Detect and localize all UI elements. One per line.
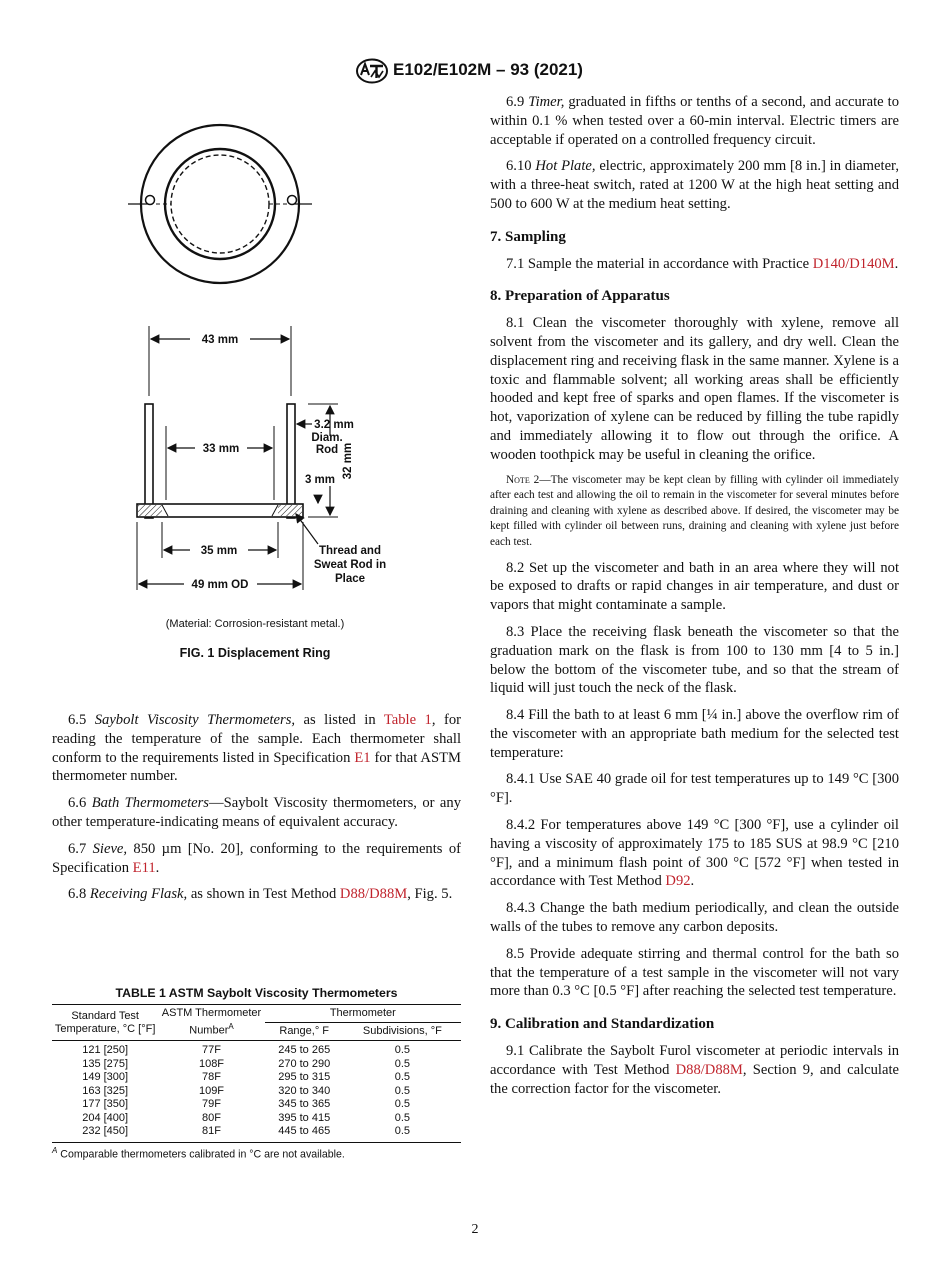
astm-logo-icon <box>355 58 389 84</box>
label-thread-line1: Thread and <box>319 545 381 557</box>
table-footnote: $^A$ Comparable thermometers calibrated in °C are not available. <box>52 1145 345 1161</box>
section-7-heading: 7. Sampling <box>490 228 566 245</box>
displacement-ring-figure <box>50 96 470 621</box>
left-column <box>52 711 461 912</box>
ring-top-view <box>128 125 312 283</box>
th-standard-temp: Standard Test Temperature, °C [°F] <box>52 1005 158 1041</box>
table-1 <box>52 986 461 1160</box>
para-6-7: 6.7 Sieve, 850 µm [No. 20], conforming to the requirements of Specification E11. <box>52 840 461 876</box>
dim-35mm: 35 mm <box>200 545 238 557</box>
th-astm-number: ASTM Thermometer Number$^A$ <box>158 1005 264 1041</box>
right-column <box>490 93 899 1106</box>
link-d88-section9[interactable]: D88/D88M <box>675 1061 743 1078</box>
th-range: Range,° F <box>265 1023 344 1041</box>
para-9-1: 9.1 Calibrate the Saybolt Furol viscometer at periodic intervals in accordance with Test Method D88/D88M, Section 9, and calculate the correction factor for the viscometer. <box>490 1043 899 1097</box>
th-thermometer-group: Thermometer <box>265 1005 461 1023</box>
para-8-4-3: 8.4.3 Change the bath medium periodically, and clean the outside walls of the tubes to remove any carbon deposits. <box>490 900 899 936</box>
note-2: Note 2—The viscometer may be kept clean by filling with cylinder oil immediately after each test and allowing the oil to remain in the viscometer for several minutes before draining and cleaning with xylene as described above. If desired, the viscometer may be kept filled with cylinder oil between runs, draining and cleaning with xylene just before each test. <box>490 473 899 548</box>
para-6-8: 6.8 Receiving Flask, as shown in Test Method D88/D88M, Fig. 5. <box>68 886 453 903</box>
table-row: 204 [400] 80F 395 to 415 0.5 <box>82 1111 411 1124</box>
section-9-heading: 9. Calibration and Standardization <box>490 1016 715 1033</box>
para-6-9: 6.9 Timer, graduated in fifths or tenths of a second, and accurate to within 0.1 % when tested over a 60-min interval. Electric timers are acceptable if operated on a controlled frequency circuit. <box>490 94 899 148</box>
standard-designation: E102/E102M – 93 (2021) <box>393 60 583 79</box>
dim-diam: Diam. <box>311 432 343 444</box>
table-row: 121 [250] 77F 245 to 265 0.5 <box>82 1044 411 1056</box>
para-8-4-1: 8.4.1 Use SAE 40 grade oil for test temperatures up to 149 °C [300 °F]. <box>490 771 899 807</box>
para-8-1: 8.1 Clean the viscometer thoroughly with xylene, remove all solvent from the viscometer and its gallery, and dry well. Clean the displacement ring and receiving flask in the same manner. Xylene is a toxic and flammable solvent; all working areas shall be efficiently hooded and kept free of sparks and open flames. If the viscometer is hot, vaporization of xylene can be reduced by filling the tube rapidly and immediately allowing it to flow out through the orifice. A wooden toothpick may be useful in cleaning the orifice. <box>490 315 899 463</box>
para-8-2: 8.2 Set up the viscometer and bath in an area where they will not be exposed to drafts or rapid changes in air temperature, and dust or vapors that might contaminate a sample. <box>490 559 899 614</box>
para-7-1: 7.1 Sample the material in accordance with Practice D140/D140M. <box>506 255 899 272</box>
thermometer-table <box>52 1004 461 1143</box>
page-header <box>0 56 950 86</box>
figure-drawing <box>50 96 470 616</box>
table-title: TABLE 1 ASTM Saybolt Viscosity Thermometers <box>115 986 398 1000</box>
link-d140[interactable]: D140/D140M <box>812 255 895 272</box>
para-6-5: 6.5 Saybolt Viscosity Thermometers, as listed in Table 1, for reading the temperature of the sample. Each thermometer shall conform to the requirements listed in Specification E1 for that ASTM thermometer number. <box>52 712 461 785</box>
para-6-6: 6.6 Bath Thermometers—Saybolt Viscosity thermometers, or any other temperature-indicating means of equivalent accuracy. <box>52 795 462 830</box>
th-subdivisions: Subdivisions, °F <box>344 1023 461 1041</box>
para-8-4: 8.4 Fill the bath to at least 6 mm [¼ in.] above the overflow rim of the viscometer with an appropriate bath medium for the selected test temperature: <box>490 707 899 761</box>
table-row: 163 [325] 109F 320 to 340 0.5 <box>82 1084 411 1097</box>
dim-32mm: 32 mm <box>342 442 354 480</box>
dim-49mm-od: 49 mm OD <box>191 579 249 591</box>
dim-rod: Rod <box>315 444 339 456</box>
link-table-1[interactable]: Table 1 <box>383 712 432 728</box>
section-8-heading: 8. Preparation of Apparatus <box>490 288 670 305</box>
table-row: 232 [450] 81F 445 to 465 0.5 <box>82 1125 411 1137</box>
para-8-4-2: 8.4.2 For temperatures above 149 °C [300 °F], use a cylinder oil having a viscosity of approximately 175 to 185 SUS at 98.9 °C [210 °F], and a minimum flash point of 300 °C [572 °F] when tested in accordance with Test Method D92. <box>490 817 899 890</box>
figure-material-note: (Material: Corrosion-resistant metal.) <box>165 618 345 630</box>
table-row: 135 [275] 108F 270 to 290 0.5 <box>82 1057 411 1070</box>
dim-33mm: 33 mm <box>202 443 240 455</box>
dim-3-2mm: 3.2 mm <box>314 419 354 431</box>
page-number: 2 <box>471 1222 479 1237</box>
table-row: 149 [300] 78F 295 to 315 0.5 <box>82 1071 411 1083</box>
para-8-3: 8.3 Place the receiving flask beneath the viscometer so that the graduation mark on the flask is from 100 to 130 mm [4 to 5 in.] below the bottom of the viscometer tube, and so that the stream of liquid will just touch the neck of the flask. <box>490 623 899 697</box>
figure-title: FIG. 1 Displacement Ring <box>179 646 331 660</box>
link-e11[interactable]: E11 <box>132 859 156 876</box>
link-d92[interactable]: D92 <box>665 873 691 890</box>
para-8-5: 8.5 Provide adequate stirring and thermal control for the bath so that the temperature of a test sample in the viscometer will not vary more than 0.3 °C [0.5 °F] after reaching the selected test temperature. <box>490 945 899 1000</box>
label-thread-line2: Sweat Rod in <box>313 559 387 571</box>
table-row: 177 [350] 79F 345 to 365 0.5 <box>82 1098 411 1110</box>
label-thread-line3: Place <box>334 573 366 585</box>
dim-3mm: 3 mm <box>304 474 336 486</box>
link-e1[interactable]: E1 <box>354 749 371 766</box>
dim-43mm: 43 mm <box>201 334 239 346</box>
link-d88[interactable]: D88/D88M <box>339 886 408 903</box>
ring-side-view <box>137 326 338 590</box>
para-6-10: 6.10 Hot Plate, electric, approximately 200 mm [8 in.] in diameter, with a three-heat switch, rated at 1200 W at the high heat setting and 500 to 600 W at the medium heat setting. <box>490 158 899 212</box>
